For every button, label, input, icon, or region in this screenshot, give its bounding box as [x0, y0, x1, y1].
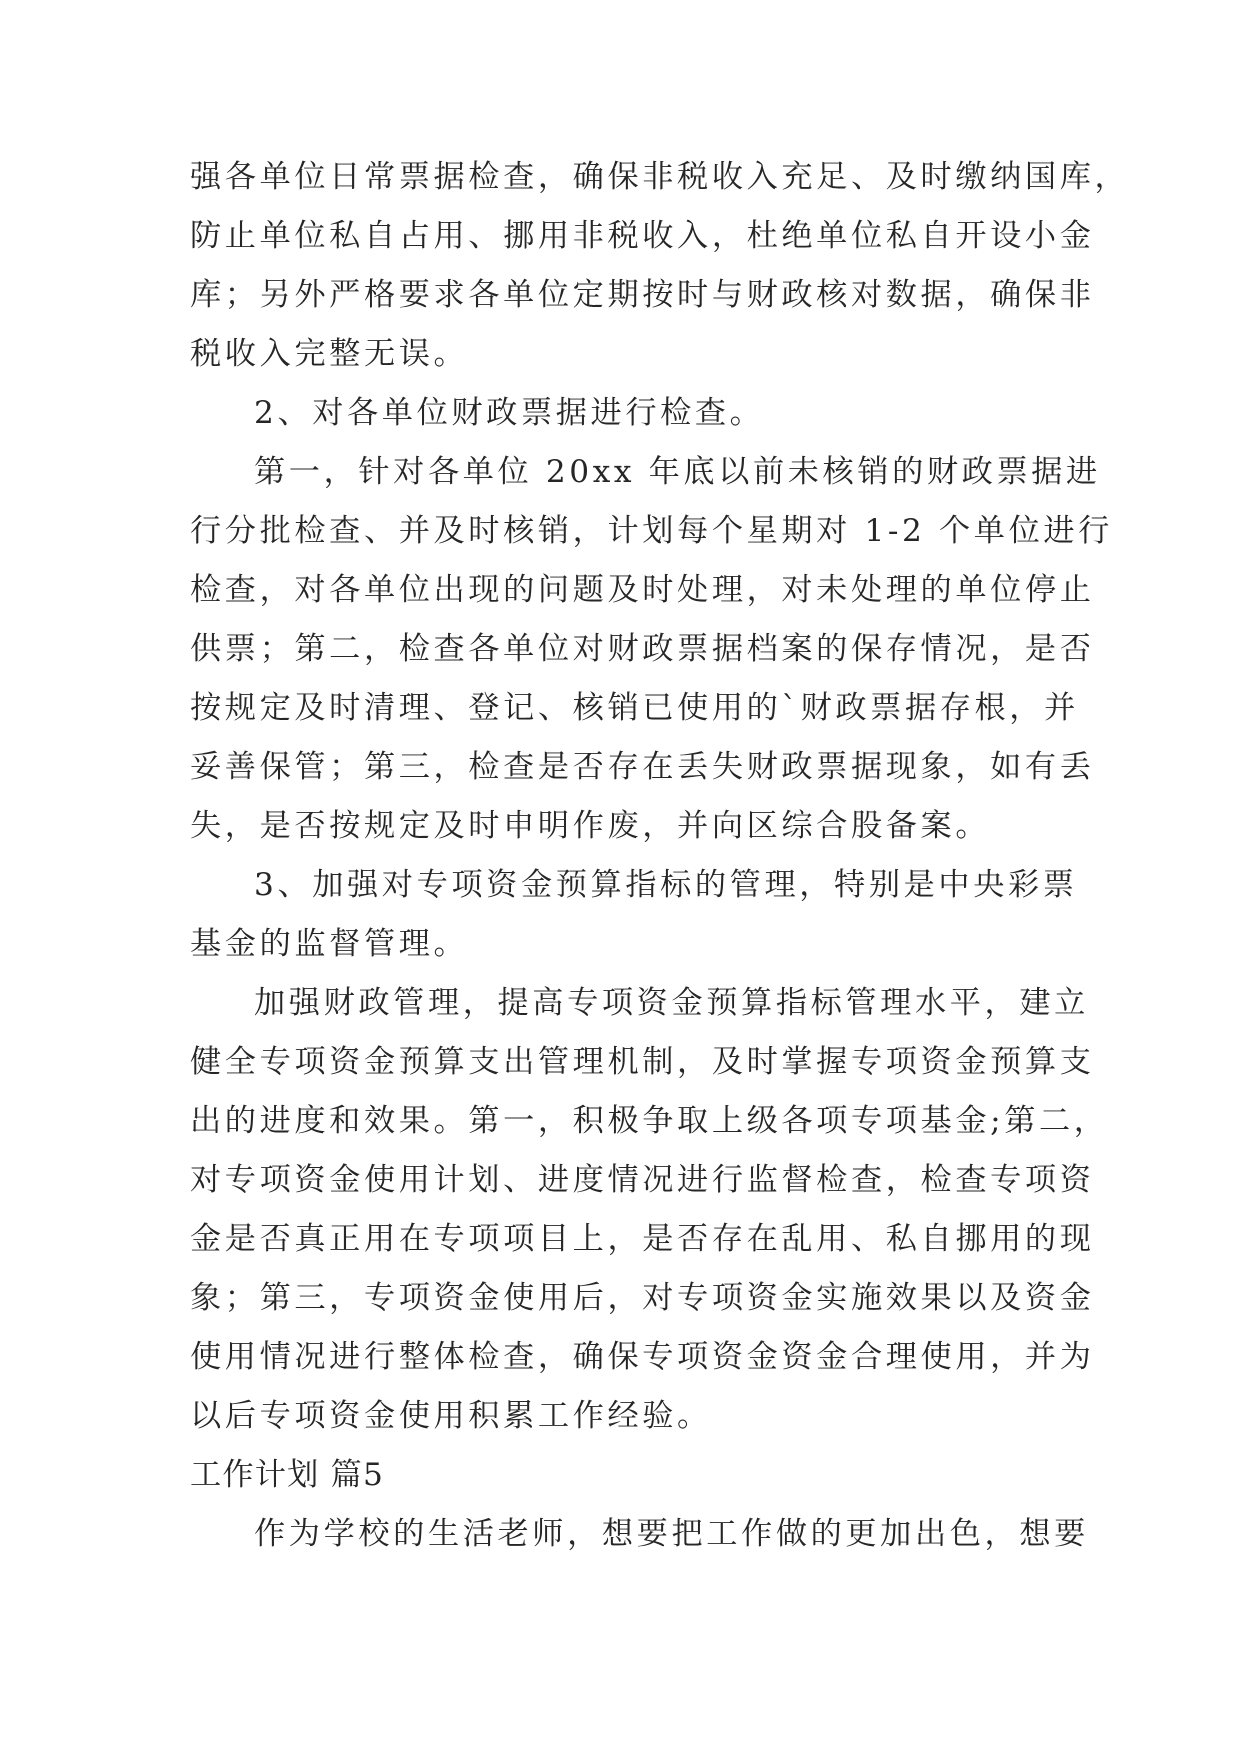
text-line: 基金的监督管理。: [190, 926, 469, 962]
text-line: 防止单位私自占用、挪用非税收入，杜绝单位私自开设小金: [190, 218, 1095, 254]
section-heading: 工作计划 篇5: [190, 1457, 385, 1493]
text-line: 象；第三，专项资金使用后，对专项资金实施效果以及资金: [190, 1280, 1095, 1316]
text-line: 对专项资金使用计划、进度情况进行监督检查，检查专项资: [190, 1162, 1095, 1198]
text-line: 以后专项资金使用积累工作经验。: [190, 1398, 712, 1434]
text-line: 按规定及时清理、登记、核销已使用的`财政票据存根，并: [190, 690, 1079, 726]
text-line: 库；另外严格要求各单位定期按时与财政核对数据，确保非: [190, 277, 1095, 313]
document-body: [190, 148, 1130, 1564]
text-line: 失，是否按规定及时申明作废，并向区综合股备案。: [190, 808, 991, 844]
text-line: 第一，针对各单位 20xx 年底以前未核销的财政票据进: [254, 454, 1101, 490]
text-line: 健全专项资金预算支出管理机制，及时掌握专项资金预算支: [190, 1044, 1095, 1080]
text-line: 行分批检查、并及时核销，计划每个星期对 1-2 个单位进行: [190, 513, 1113, 549]
text-line: 使用情况进行整体检查，确保专项资金资金合理使用，并为: [190, 1339, 1095, 1375]
text-line: 妥善保管；第三，检查是否存在丢失财政票据现象，如有丢: [190, 749, 1095, 785]
text-line: 3、加强对专项资金预算指标的管理，特别是中央彩票: [254, 867, 1078, 903]
text-line: 供票；第二，检查各单位对财政票据档案的保存情况，是否: [190, 631, 1095, 667]
text-line: 2、对各单位财政票据进行检查。: [254, 395, 765, 431]
text-line: 强各单位日常票据检查，确保非税收入充足、及时缴纳国库，: [190, 159, 1130, 195]
text-line: 检查，对各单位出现的问题及时处理，对未处理的单位停止: [190, 572, 1095, 608]
text-line: 作为学校的生活老师，想要把工作做的更加出色，想要: [254, 1516, 1089, 1552]
text-line: 金是否真正用在专项项目上，是否存在乱用、私自挪用的现: [190, 1221, 1095, 1257]
text-line: 税收入完整无误。: [190, 336, 469, 372]
text-line: 出的进度和效果。第一，积极争取上级各项专项基金;第二，: [190, 1103, 1109, 1139]
text-line: 加强财政管理，提高专项资金预算指标管理水平，建立: [254, 985, 1089, 1021]
